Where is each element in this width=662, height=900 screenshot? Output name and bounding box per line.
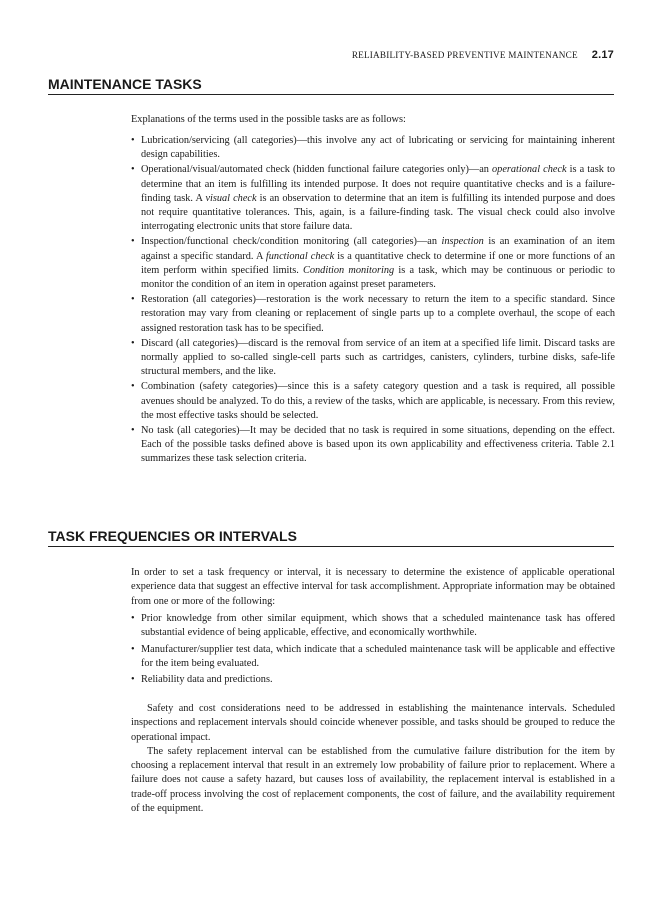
term-condition-monitoring: Condition monitoring <box>303 264 395 276</box>
term-visual-check: visual check <box>205 192 257 204</box>
task-3-text: Restoration (all categories)—restoration is the work necessary to return the item to a specific standard. Since restoration may vary from cleaning or replacement of single parts up to a complete overhaul, the scope of each assigned restoration task has to be specified. <box>141 294 615 334</box>
section-heading-task-frequencies: TASK FREQUENCIES OR INTERVALS <box>48 528 614 547</box>
paragraph-safety-cost: Safety and cost considerations need to be addressed in establishing the maintenance intervals. Scheduled inspections and replacement intervals should coincide whenever possible, and tasks should be grouped to reduce the operational impact. <box>131 703 615 743</box>
task-list-item <box>131 163 615 234</box>
section2-intro: In order to set a task frequency or interval, it is necessary to determine the existence of applicable operational experience data that suggest an effective interval for task accomplishment. Appropriate information may be obtained from one or more of the following: <box>131 567 615 607</box>
task-1-text-a: Operational/visual/automated check (hidden functional failure categories only)—an <box>141 164 493 176</box>
task-list-item <box>131 293 615 336</box>
task-list-item <box>131 235 615 292</box>
task-list-item <box>131 337 615 380</box>
task-6-text: No task (all categories)—It may be decided that no task is required in some situations, depending on the effect. Each of the possible tasks defined above is based upon its own applicability and effectiveness criteria. Table 2.1 summarizes these task selection criteria. <box>141 425 615 465</box>
task-2-text-d: is a task, which may be continuous or periodic to monitor the condition of an item in operation against preset parameters. <box>141 264 615 291</box>
closing-paragraphs <box>131 702 615 816</box>
task-5-text: Combination (safety categories)—since this is a safety category question and a task is required, all possible avenues should be analyzed. To do this, a review of the tasks, which are applicable, is necessary. From this review, the most effective tasks should be selected. <box>141 381 615 421</box>
task-2-text-c: is a quantitative check to determine if one or more functions of an item perform within specified limits. <box>141 250 615 276</box>
paragraph-replacement-interval: The safety replacement interval can be established from the cumulative failure distribution for the item by choosing a replacement interval that result in an extremely low probability of failure prior to replacement. Where a failure does not cause a safety hazard, but causes loss of availability, the replacement interval is established in a trade-off process involving the cost of replacement components, the cost of failure, and the availability requirement of the equipment. <box>131 745 615 815</box>
task-list <box>131 134 615 468</box>
task-list-item <box>131 134 615 162</box>
task-2-text-a: Inspection/functional check/condition monitoring (all categories)—an <box>141 236 442 248</box>
task-1-text-c: is an observation to determine that an item is fulfilling its intended purpose and does not require quantitative tolerances. This, again, is a failure-finding task. The visual check could also involve interrogating electronic units that store failure data. <box>141 192 615 233</box>
section1-intro: Explanations of the terms used in the possible tasks are as follows: <box>131 114 406 125</box>
page-number: 2.17 <box>591 49 614 61</box>
source-list <box>131 612 615 689</box>
task-list-item <box>131 380 615 423</box>
source-list-item: • Manufacturer/supplier test data, which indicate that a scheduled maintenance task will be applicable and effective for the item being evaluated. <box>131 643 615 672</box>
running-title: RELIABILITY-BASED PREVENTIVE MAINTENANCE <box>351 50 578 60</box>
task-2-text-b: is an examination of an item against a specific standard. A <box>141 236 615 262</box>
task-4-text: Discard (all categories)—discard is the removal from service of an item at a specified life limit. Discard tasks are normally applied to so-called single-cell parts such as cartridges, canisters, cylinders, turbine disks, safe-life structural members, and the like. <box>141 337 615 378</box>
term-operational-check: operational check <box>492 164 567 176</box>
task-1-text-b: is a task to determine that an item is fulfilling its intended purpose. It does not require quantitative checks and is a failure-finding task. A <box>141 164 615 204</box>
section-heading-maintenance-tasks: MAINTENANCE TASKS <box>48 76 614 95</box>
term-functional-check: functional check <box>265 250 335 262</box>
source-list-item: • Prior knowledge from other similar equipment, which shows that a scheduled maintenance task has offered substantial evidence of being applicable, effective, and economically worthwhile. <box>131 612 615 641</box>
term-inspection: inspection <box>441 236 484 248</box>
source-list-item: • Reliability data and predictions. <box>131 673 615 687</box>
task-0-text: Lubrication/servicing (all categories)—this involve any act of lubricating or servicing for maintaining inherent design capabilities. <box>141 135 615 161</box>
running-head <box>352 49 614 61</box>
task-list-item <box>131 424 615 467</box>
